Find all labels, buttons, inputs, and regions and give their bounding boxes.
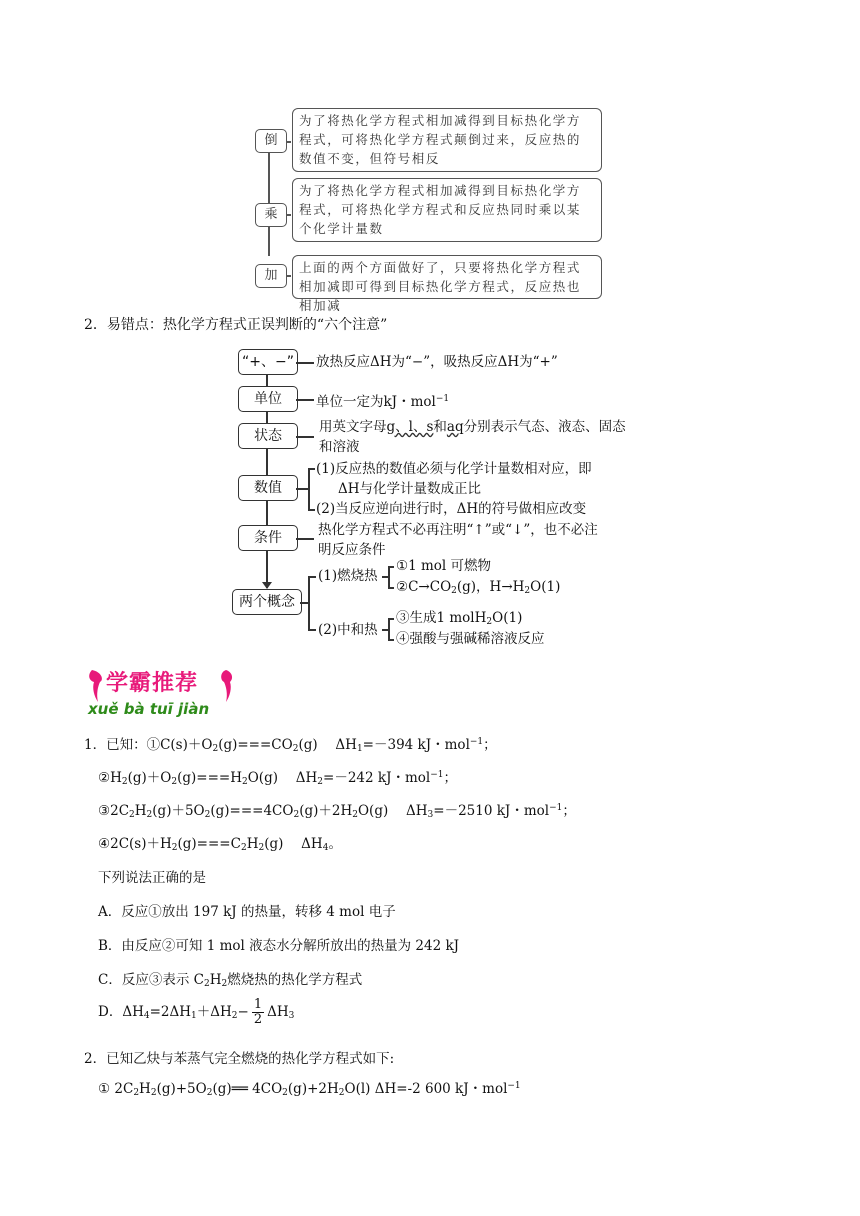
- state-description-line1: 用英文字母g、l、s和aq分别表示气态、液态、固态: [319, 419, 626, 435]
- value-line2: ΔH与化学计量数成正比: [338, 481, 482, 497]
- condition-line2: 明反应条件: [318, 542, 386, 558]
- combustion-item-2: $②C\to CO_2(g)$，$H\to H_2O(1)$: [396, 579, 561, 596]
- q1-option-b: B．由反应②可知 1 mol 液态水分解所放出的热量为 242 kJ: [98, 938, 460, 954]
- node-two-concepts: 两个概念: [232, 589, 302, 615]
- node-value: 数值: [238, 475, 298, 501]
- node-multiply: 乘: [255, 203, 287, 227]
- node-sign: “+、−”: [238, 349, 298, 375]
- sign-description: 放热反应ΔH为“−”，吸热反应ΔH为“+”: [316, 354, 558, 370]
- state-description-line2: 和溶液: [319, 439, 360, 455]
- node-unit: 单位: [238, 386, 298, 412]
- q1-option-a: A．反应①放出 197 kJ 的热量，转移 4 mol 电子: [98, 904, 396, 920]
- box-add-text: 上面的两个方面做好了，只要将热化学方程式相加减即可得到目标热化学方程式，反应热也相加减: [292, 255, 602, 299]
- node-condition: 条件: [238, 525, 298, 551]
- unit-description: 单位一定为kJ・mol$^{-1}$: [316, 394, 450, 410]
- node-add: 加: [255, 264, 287, 288]
- condition-line1: 热化学方程式不必再注明“↑”或“↓”，也不必注: [318, 522, 598, 538]
- xueba-tuijian-logo: [86, 664, 246, 728]
- q2-equation-1: ① $2C_2H_2(g)+5O_2(g)══$ $4CO_2(g)+2H_2O(l)$ ΔH=-2 600 kJ・mol$^{-1}$: [98, 1081, 521, 1098]
- combustion-heat-label: (1)燃烧热: [318, 568, 378, 584]
- q2-stem: 2．已知乙炔与苯蒸气完全燃烧的热化学方程式如下:: [84, 1051, 395, 1067]
- node-reverse: 倒: [255, 129, 287, 153]
- fraction-one-half: $\frac{1}{2}$: [253, 997, 263, 1027]
- box-reverse-text: 为了将热化学方程式相加减得到目标热化学方程式，可将热化学方程式颠倒过来，反应热的数值不变，但符号相反: [292, 108, 602, 172]
- q1-equation-1: 1．已知：$①C(s)+O_2(g)===CO_2(g)$ $\Delta H_1=-394$ kJ・mol$^{-1}$；: [84, 737, 497, 754]
- logo-title: 学霸推荐: [106, 671, 199, 696]
- value-line3: (2)当反应逆向进行时，ΔH的符号做相应改变: [316, 501, 587, 517]
- section-heading: 2．易错点：热化学方程式正误判断的“六个注意”: [84, 317, 388, 333]
- q1-equation-3: $③2C_2H_2(g)+5O_2(g)===4CO_2(g)+2H_2O(g)$ $\Delta H_3=-2510$ kJ・mol$^{-1}$；: [98, 803, 576, 820]
- q1-equation-2: $②H_2(g)+O_2(g)===H_2O(g)$ $\Delta H_2=-242$ kJ・mol$^{-1}$；: [98, 770, 458, 787]
- neutralization-item-4: ④强酸与强碱稀溶液反应: [396, 631, 545, 647]
- value-line1: (1)反应热的数值必须与化学计量数相对应，即: [316, 461, 592, 477]
- q1-option-c: C．反应③表示 $C_2H_2$燃烧热的热化学方程式: [98, 972, 363, 989]
- q1-equation-4: $④2C(s)+H_2(g)===C_2H_2(g)$ $\Delta H_4$。: [98, 836, 342, 853]
- node-state: 状态: [238, 423, 298, 449]
- q1-option-d: D．$\Delta H_4=2\Delta H_1+\Delta H_2-$ $\frac{1}{2}$ $\Delta H_3$: [98, 997, 295, 1027]
- neutralization-item-3: ③生成1 molH$_2$O(1): [396, 610, 523, 627]
- combustion-item-1: ①1 mol 可燃物: [396, 558, 492, 574]
- logo-pinyin: xuě bà tuī jiàn: [88, 700, 210, 718]
- neutralization-heat-label: (2)中和热: [318, 622, 378, 638]
- box-multiply-text: 为了将热化学方程式相加减得到目标热化学方程式，可将热化学方程式和反应热同时乘以某个化学计量数: [292, 178, 602, 242]
- q1-stem: 下列说法正确的是: [98, 870, 206, 886]
